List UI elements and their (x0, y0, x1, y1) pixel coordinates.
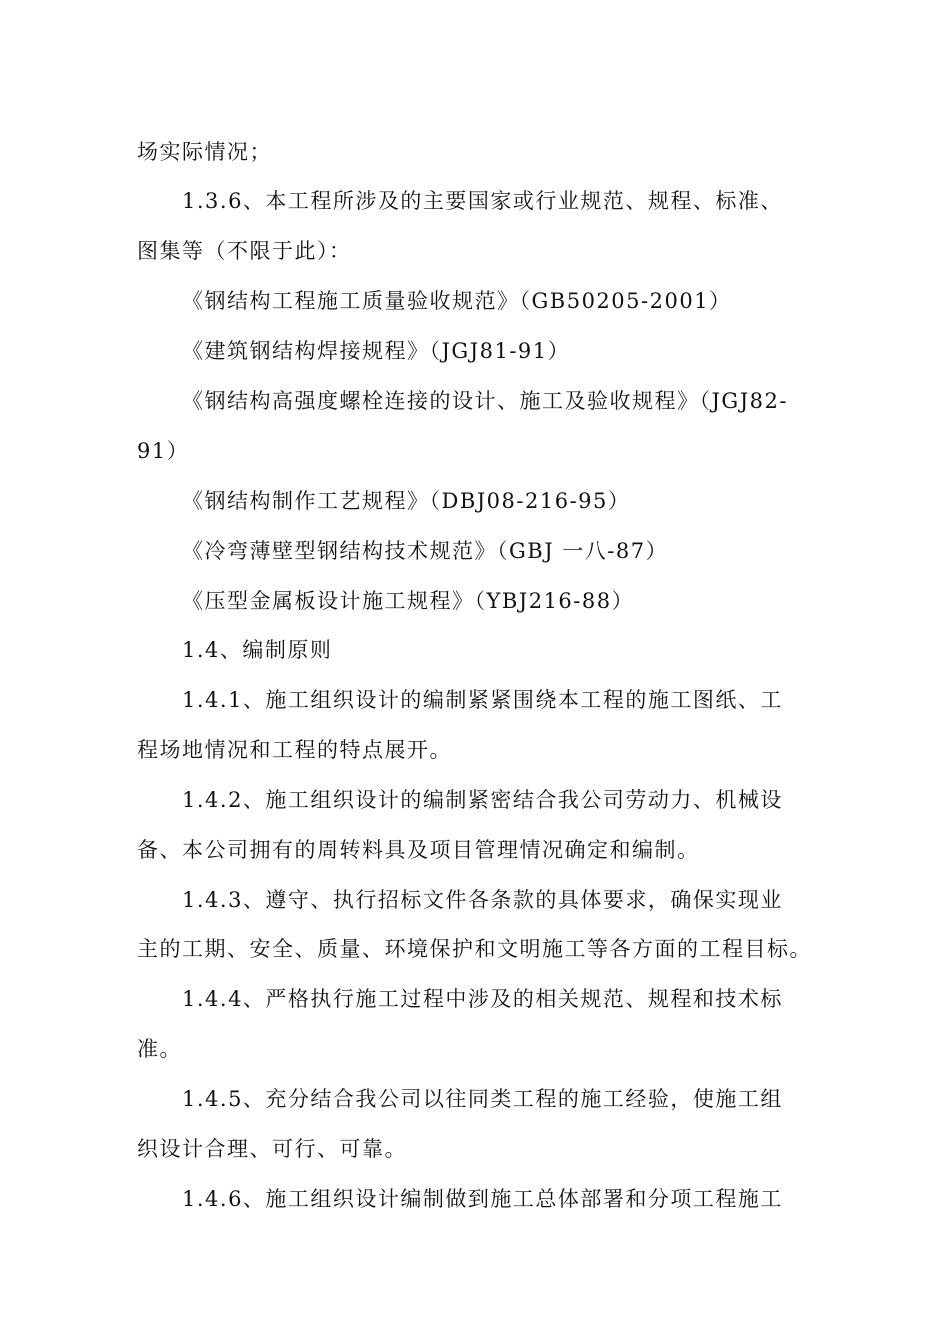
text-line-section-1-4-1-continued: 程场地情况和工程的特点展开。 (137, 738, 452, 762)
text-line-section-1-4-2-continued: 备、本公司拥有的周转料具及项目管理情况确定和编制。 (137, 838, 700, 862)
text-line-section-1-4-4-continued: 准。 (137, 1037, 182, 1061)
standard-item-jgj82-continued: 91） (137, 439, 190, 463)
text-line-section-1-4-6: 1.4.6、施工组织设计编制做到施工总体部署和分项工程施工 (182, 1187, 783, 1211)
text-line-section-1-4-3-continued: 主的工期、安全、质量、环境保护和文明施工等各方面的工程目标。 (137, 937, 812, 961)
standard-item-jgj81: 《建筑钢结构焊接规程》（JGJ81-91） (182, 339, 571, 363)
standard-item-ybj216: 《压型金属板设计施工规程》（YBJ216-88） (182, 589, 635, 613)
standard-item-dbj08: 《钢结构制作工艺规程》（DBJ08-216-95） (182, 489, 631, 513)
section-heading-1-4: 1.4、编制原则 (182, 638, 333, 662)
standard-item-gb50205: 《钢结构工程施工质量验收规范》（GB50205-2001） (182, 289, 732, 313)
text-line-site-conditions: 场实际情况； (137, 140, 272, 164)
text-line-section-1-4-3: 1.4.3、遵守、执行招标文件各条款的具体要求，确保实现业 (182, 888, 783, 912)
text-line-section-1-4-2: 1.4.2、施工组织设计的编制紧密结合我公司劳动力、机械设 (182, 788, 783, 812)
standard-item-gbj18: 《冷弯薄壁型钢结构技术规范》（GBJ 一八-87） (182, 539, 669, 563)
standard-item-jgj82: 《钢结构高强度螺栓连接的设计、施工及验收规程》（JGJ82- (182, 389, 788, 413)
text-line-section-1-4-1: 1.4.1、施工组织设计的编制紧紧围绕本工程的施工图纸、工 (182, 688, 783, 712)
text-line-section-1-4-5: 1.4.5、充分结合我公司以往同类工程的施工经验，使施工组 (182, 1087, 783, 1111)
text-line-section-1-4-4: 1.4.4、严格执行施工过程中涉及的相关规范、规程和技术标 (182, 987, 783, 1011)
text-line-section-1-4-5-continued: 织设计合理、可行、可靠。 (137, 1137, 407, 1161)
text-line-section-1-3-6: 1.3.6、本工程所涉及的主要国家或行业规范、规程、标准、 (182, 189, 783, 213)
text-line-atlas: 图集等（不限于此）： (137, 239, 352, 263)
